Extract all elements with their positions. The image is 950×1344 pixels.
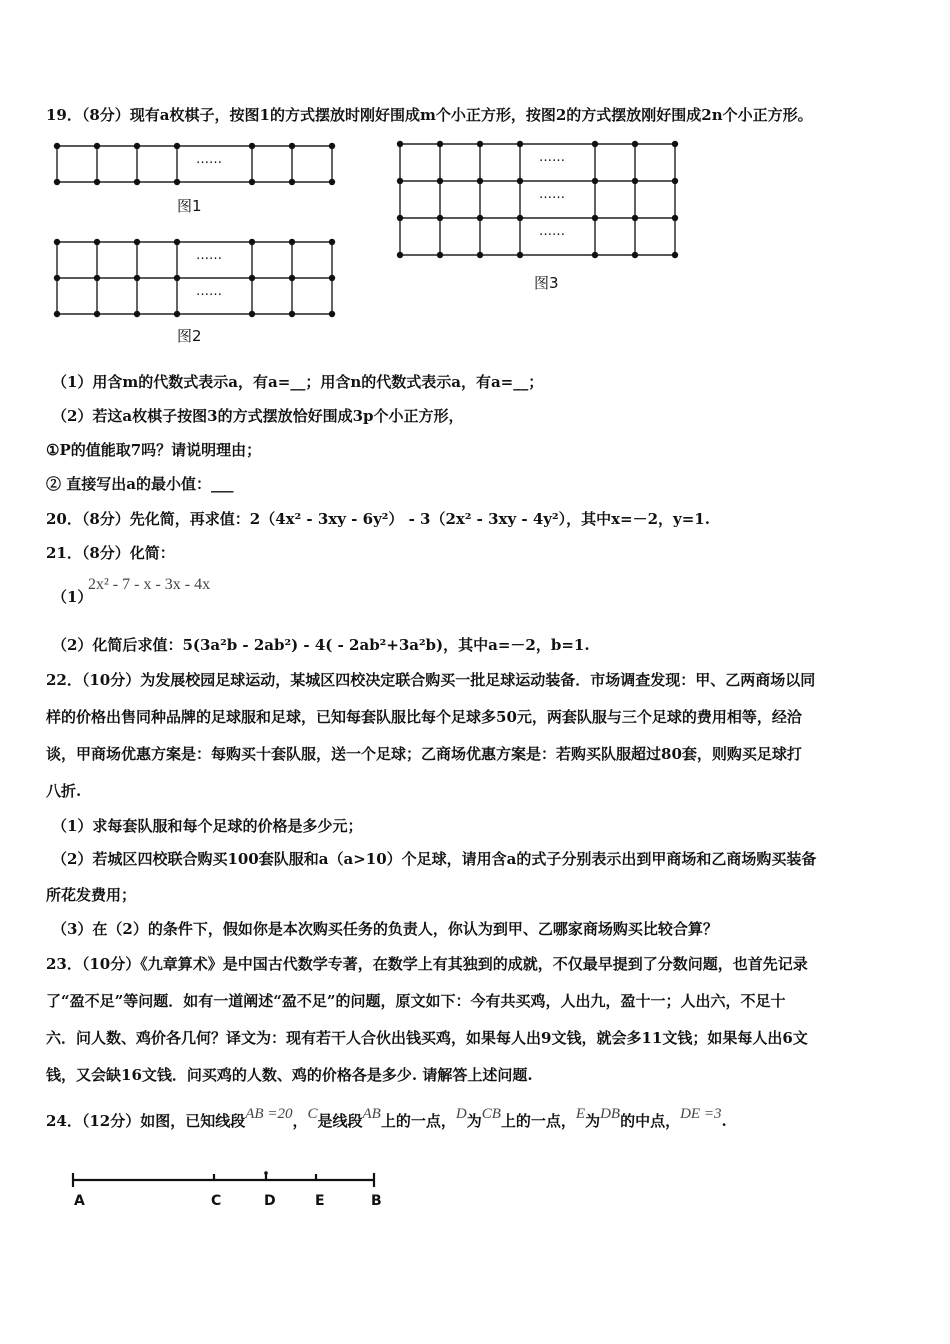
q22-line-4: 八折. [46, 782, 82, 800]
q24-math-de-3: DE =3 [680, 1106, 722, 1122]
fig3-ellipsis-3: …… [539, 224, 565, 239]
segment-label-b: B [371, 1193, 382, 1209]
fig1-caption: 图1 [177, 197, 202, 215]
q19-part2a: ①P的值能取7吗？请说明理由； [46, 441, 262, 459]
q21-part1-label: （1） [52, 588, 93, 606]
q22-line-1: 22．（10分）为发展校园足球运动，某城区四校决定联合购买一批足球运动装备．市场调查发现：甲、乙两商场以同 [46, 671, 816, 689]
segment-label-c: C [211, 1193, 222, 1209]
q23-line-3: 六．问人数、鸡价各几何？译文为：现有若干人合伙出钱买鸡，如果每人出9文钱，就会多11文钱；如果每人出6文 [46, 1029, 808, 1047]
fig3-caption: 图3 [534, 274, 559, 292]
figure-2 [50, 236, 340, 322]
q24-text-5: 为 [466, 1112, 482, 1130]
segment-label-e: E [315, 1193, 325, 1209]
q23-line-2: 了“盈不足”等问题．如有一道阐述“盈不足”的问题，原文如下：今有共买鸡，人出九，盈十一；人出六，不足十 [46, 992, 786, 1010]
q24-text-3: 是线段 [317, 1112, 363, 1130]
q20-stem: 20．（8分）先化简，再求值：2（4x² - 3xy - 6y²） - 3（2x² - 3xy - 4y²），其中x=－2，y=1. [46, 510, 710, 528]
q24-text-1: 24．（12分）如图，已知线段 [46, 1112, 246, 1130]
q24-math-db: DB [600, 1106, 621, 1122]
q22-line-3: 谈，甲商场优惠方案是：每购买十套队服，送一个足球；乙商场优惠方案是：若购买队服超过80套，则购买足球打 [46, 745, 802, 763]
fig2-caption: 图2 [177, 327, 202, 345]
figure-1 [50, 140, 340, 190]
q21-part2: （2）化简后求值：5(3a²b - 2ab²) - 4( - 2ab²+3a²b)，其中a=－2，b=1. [52, 636, 590, 654]
q24-text-2: ， [292, 1112, 308, 1130]
q22-part1: （1）求每套队服和每个足球的价格是多少元； [52, 817, 363, 835]
q22-line-2: 样的价格出售同种品牌的足球服和足球，已知每套队服比每个足球多50元，两套队服与三个足球的费用相等，经洽 [46, 708, 802, 726]
q24-text-9: . [721, 1112, 727, 1130]
fig2-ellipsis-bottom: …… [196, 284, 222, 299]
q21-stem: 21．（8分）化简： [46, 544, 175, 562]
q22-part3: （3）在（2）的条件下，假如你是本次购买任务的负责人，你认为到甲、乙哪家商场购买比较合算？ [52, 920, 718, 938]
q24-text-4: 上的一点， [380, 1112, 456, 1130]
q24-math-ab-20: AB =20 [245, 1106, 293, 1122]
q19-stem: 19．（8分）现有a枚棋子，按图1的方式摆放时刚好围成m个小正方形，按图2的方式摆放刚好围成2n个小正方形。 [46, 106, 813, 124]
q24-text-8: 的中点， [620, 1112, 681, 1130]
q24-stem [46, 1106, 727, 1131]
fig3-ellipsis-1: …… [539, 150, 565, 165]
q23-line-4: 钱，又会缺16文钱．问买鸡的人数、鸡的价格各是多少. 请解答上述问题. [46, 1066, 533, 1084]
segment-figure [68, 1168, 383, 1192]
q22-part2-line-1: （2）若城区四校联合购买100套队服和a（a>10）个足球，请用含a的式子分别表示出到甲商场和乙商场购买装备 [52, 850, 817, 868]
fig3-ellipsis-2: …… [539, 187, 565, 202]
q24-math-e: E [575, 1106, 586, 1122]
q24-math-d: D [455, 1106, 467, 1122]
segment-label-a: A [74, 1193, 85, 1209]
q23-line-1: 23．（10分）《九章算术》是中国古代数学专著，在数学上有其独到的成就，不仅最早提到了分数问题，也首先记录 [46, 955, 808, 973]
q19-part2b: ② 直接写出a的最小值：___ [46, 475, 234, 493]
q24-math-ab: AB [362, 1106, 381, 1122]
q24-text-7: 为 [585, 1112, 601, 1130]
q24-math-c: C [307, 1106, 318, 1122]
fig1-ellipsis: …… [196, 152, 222, 167]
fig2-ellipsis-top: …… [196, 248, 222, 263]
q24-math-cb: CB [481, 1106, 501, 1122]
q19-part1: （1）用含m的代数式表示a，有a=__；用含n的代数式表示a，有a=__； [52, 373, 544, 391]
q21-part1-expression: 2x² - 7 - x - 3x - 4x [88, 576, 211, 593]
q19-part2: （2）若这a枚棋子按图3的方式摆放恰好围成3p个小正方形， [52, 407, 464, 425]
q24-text-6: 上的一点， [500, 1112, 576, 1130]
segment-label-d: D [264, 1193, 276, 1209]
q22-part2-line-2: 所花发费用； [46, 886, 137, 904]
